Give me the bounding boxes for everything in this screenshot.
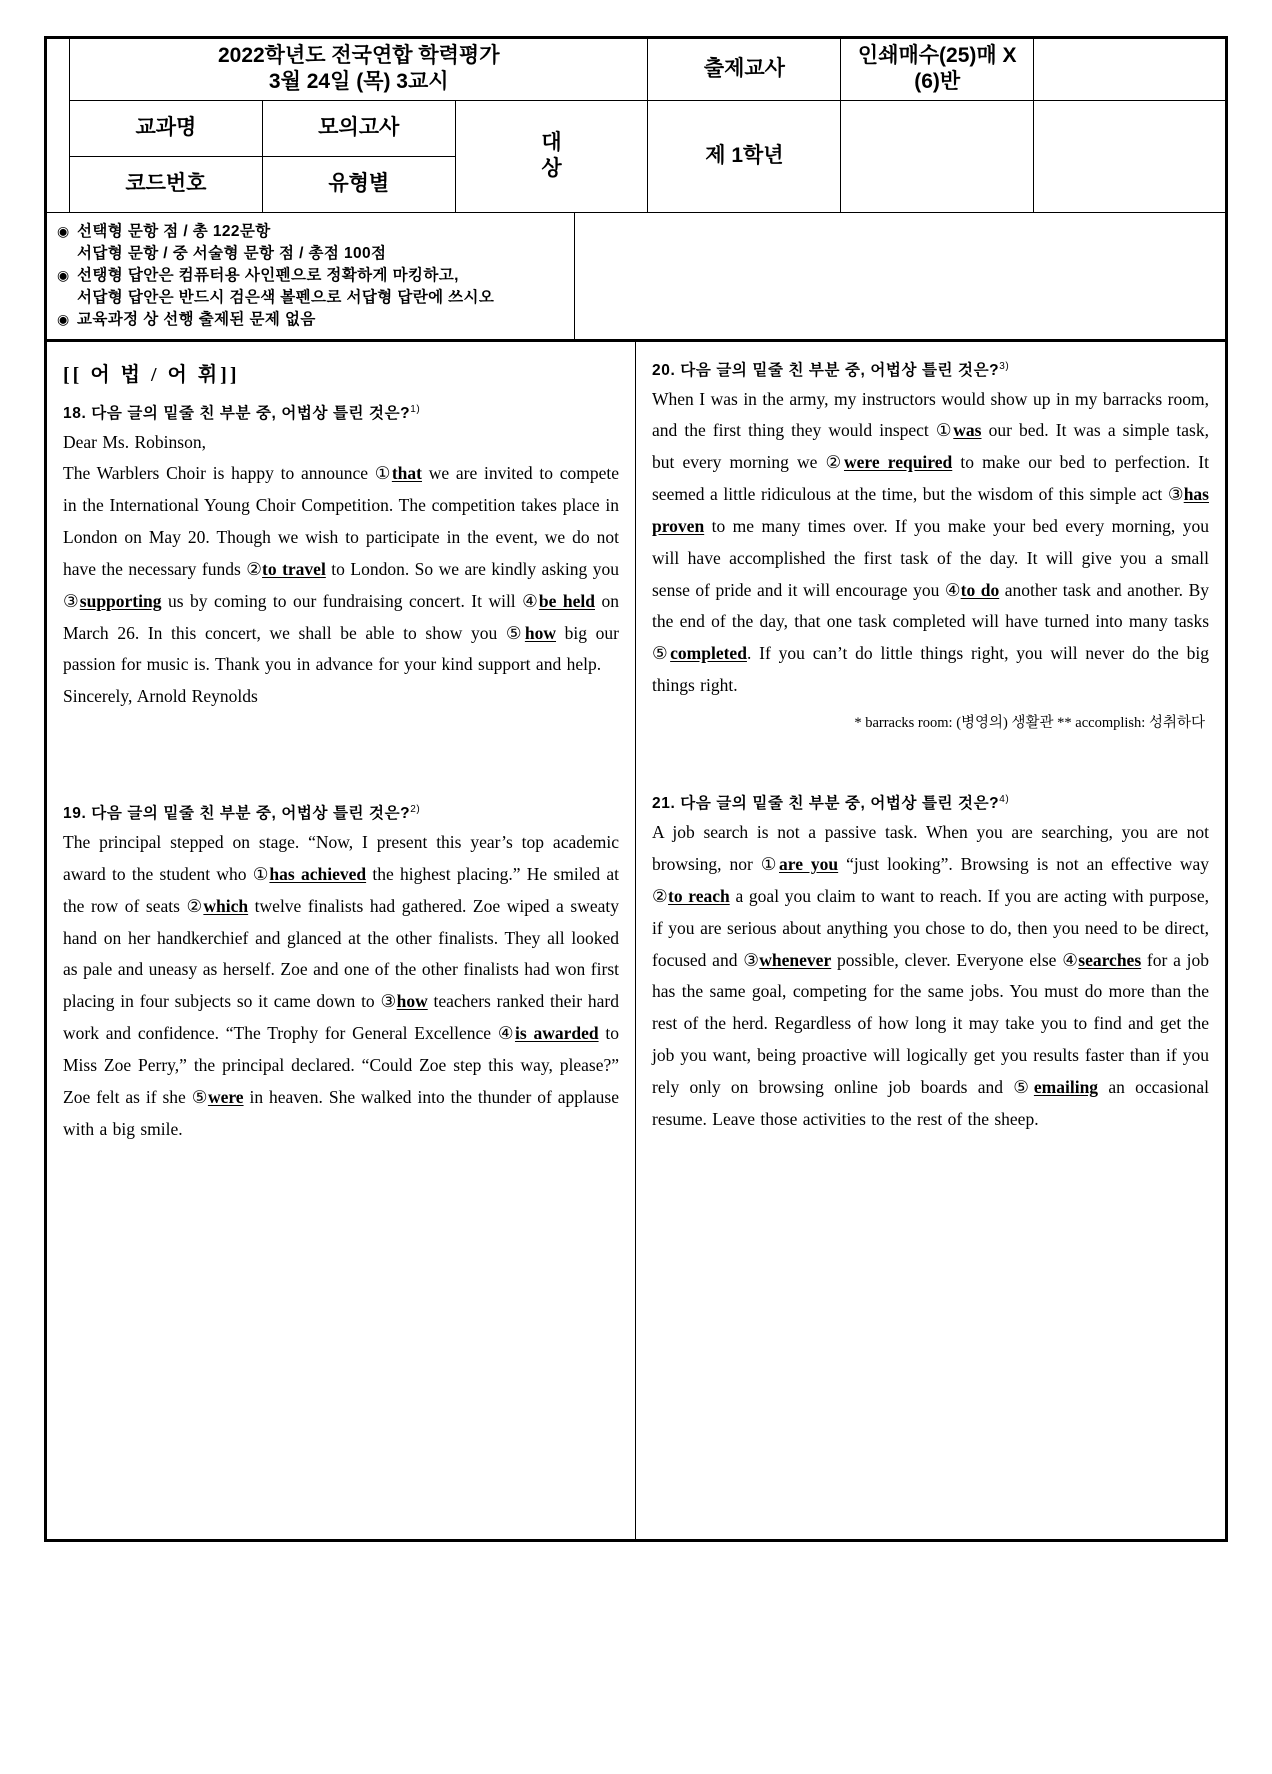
q21-text-d: possible, clever. Everyone else bbox=[831, 949, 1063, 970]
question-21-footnote-marker: 4) bbox=[999, 793, 1010, 805]
q20-text-f: . If you can’t do little things right, you will never do the big things right. bbox=[652, 643, 1209, 696]
question-19-prompt: 다음 글의 밑줄 친 부분 중, 어법상 틀린 것은? bbox=[91, 805, 411, 823]
bullet-icon: ◉ bbox=[57, 310, 70, 327]
q18-choice-3[interactable]: supporting bbox=[79, 590, 162, 611]
q20-choice-4-number: ④ bbox=[944, 579, 961, 600]
q18-text-f: big our passion for music is. Thank you in advance for your kind support and help. bbox=[63, 622, 619, 675]
q19-text-a: The principal stepped on stage. “Now, I present this year’s top academic award to the student who bbox=[63, 832, 619, 884]
exam-title-line2: 3월 24일 (목) 3교시 bbox=[268, 70, 449, 94]
q21-text-e: for a job has the same goal, competing for the same jobs. You must do more than the rest of the herd. Regardless of how long it may take you to find and get the job you want, being proactive will logically get you results faster than if you rely only on browsing online job boards and bbox=[652, 949, 1209, 1097]
instruction-item-2 bbox=[57, 265, 568, 309]
q20-text-a: When I was in the army, my instructors would show up in my barracks room, and the first thing they would inspect bbox=[652, 388, 1209, 441]
q21-text-f: an occasional resume. Leave those activities to the rest of the sheep. bbox=[652, 1076, 1210, 1129]
q19-choice-2[interactable]: which bbox=[203, 895, 249, 916]
instructions-list bbox=[47, 213, 575, 339]
instruction-item-2-sub: 서답형 답안은 반드시 검은색 볼펜으로 서답형 답란에 쓰시오 bbox=[77, 288, 495, 306]
question-18-closing: Sincerely, Arnold Reynolds bbox=[63, 686, 258, 707]
instruction-item-3-main: 교육과정 상 선행 출제된 문제 없음 bbox=[77, 310, 316, 328]
grade-value-cell: 제 1학년 bbox=[648, 100, 841, 212]
q19-choice-3[interactable]: how bbox=[396, 991, 428, 1012]
question-21-heading bbox=[652, 791, 1209, 813]
q20-text-c: to make our bed to perfection. It seemed a little ridiculous at the time, but the wisdom of this simple act bbox=[652, 452, 1209, 505]
q19-choice-5[interactable]: were bbox=[207, 1086, 244, 1107]
q20-choice-3-number: ③ bbox=[1167, 484, 1184, 505]
q20-choice-2-number: ② bbox=[825, 452, 844, 473]
question-18-number: 18. bbox=[63, 404, 87, 422]
q19-choice-1-number: ① bbox=[252, 863, 270, 884]
q18-text-d: us by coming to our fundraising concert. It will bbox=[161, 590, 523, 611]
exam-title-line1: 2022학년도 전국연합 학력평가 bbox=[217, 44, 500, 67]
instruction-item-1 bbox=[57, 221, 568, 265]
q19-choice-2-number: ② bbox=[186, 895, 204, 916]
q19-choice-4[interactable]: is awarded bbox=[514, 1023, 599, 1044]
q18-choice-2-number: ② bbox=[246, 558, 263, 579]
q20-choice-1-number: ① bbox=[935, 420, 954, 441]
q21-choice-3[interactable]: whenever bbox=[759, 949, 832, 970]
question-20-body bbox=[652, 384, 1209, 702]
question-20-spacer bbox=[652, 735, 1209, 791]
q19-text-b: the highest placing.” He smiled at the row of seats bbox=[63, 863, 619, 916]
q18-text-c: to London. So we are kindly asking you bbox=[325, 558, 619, 579]
q20-choice-3[interactable]: has proven bbox=[652, 484, 1209, 536]
question-19-number: 19. bbox=[63, 805, 87, 823]
q21-choice-1-number: ① bbox=[760, 853, 779, 874]
q20-text-b: our bed. It was a simple task, but every morning we bbox=[652, 420, 1209, 473]
instruction-item-1-body bbox=[77, 221, 568, 265]
q18-choice-3-number: ③ bbox=[63, 590, 80, 611]
questions-body bbox=[44, 342, 1228, 1542]
q19-choice-1[interactable]: has achieved bbox=[269, 863, 367, 884]
question-18-salutation: Dear Ms. Robinson, bbox=[63, 431, 206, 452]
question-21-prompt: 다음 글의 밑줄 친 부분 중, 어법상 틀린 것은? bbox=[680, 795, 1000, 813]
question-20-number: 20. bbox=[652, 361, 676, 379]
exam-title-cell bbox=[70, 38, 648, 101]
q18-choice-1-number: ① bbox=[374, 463, 392, 484]
q21-choice-4-number: ④ bbox=[1062, 949, 1079, 970]
print-count-value-cell[interactable] bbox=[1034, 100, 1227, 212]
instruction-item-3 bbox=[57, 309, 568, 331]
q20-choice-5-number: ⑤ bbox=[652, 643, 671, 664]
q18-choice-1[interactable]: that bbox=[391, 463, 422, 484]
question-18-paragraph bbox=[63, 458, 619, 681]
q21-choice-2-number: ② bbox=[652, 885, 669, 906]
q18-choice-4[interactable]: be held bbox=[538, 590, 595, 611]
target-label-cell bbox=[455, 100, 648, 212]
question-19-body bbox=[63, 827, 619, 1145]
q20-text-d: to me many times over. If you make your bed every morning, you will have accomplished the first task of the day. It will give you a small sense of pride and it will encourage you bbox=[652, 515, 1209, 600]
q19-text-c: twelve finalists had gathered. Zoe wiped a sweaty hand on her handkerchief and glanced at the other finalists. They all looked as pale and uneasy as herself. Zoe and one of the other finalists had won first placing in four subjects so it came down to bbox=[63, 895, 619, 1012]
code-label-cell: 코드번호 bbox=[70, 156, 263, 212]
question-19-paragraph bbox=[63, 827, 619, 1145]
q19-text-f: in heaven. She walked into the thunder of applause with a big smile. bbox=[63, 1086, 619, 1139]
question-20-gloss: * barracks room: (병영의) 생활관 ** accomplish: 성취하다 bbox=[854, 714, 1205, 731]
q21-text-a: A job search is not a passive task. When you are searching, you are not browsing, nor bbox=[652, 822, 1209, 874]
question-19-footnote-marker: 2) bbox=[410, 803, 421, 815]
q18-choice-5[interactable]: how bbox=[524, 622, 557, 643]
question-18-body bbox=[63, 427, 619, 714]
question-20-heading bbox=[652, 358, 1209, 380]
instruction-item-2-main: 선탱형 답안은 컴퓨터용 사인펜으로 정확하게 마킹하고, bbox=[77, 266, 459, 284]
exam-instructions-block bbox=[44, 213, 1228, 342]
q19-text-d: teachers ranked their hard work and confidence. “The Trophy for General Excellence bbox=[63, 991, 619, 1044]
teacher-header-cell: 출제교사 bbox=[648, 38, 841, 101]
subject-value-cell: 모의고사 bbox=[262, 100, 455, 156]
bullet-icon: ◉ bbox=[57, 266, 70, 283]
q21-choice-2[interactable]: to reach bbox=[668, 885, 730, 906]
question-21-number: 21. bbox=[652, 795, 676, 813]
q21-choice-3-number: ③ bbox=[743, 949, 760, 970]
instructions-right-blank bbox=[575, 213, 1225, 339]
header-left-spacer bbox=[46, 38, 70, 213]
q20-choice-4[interactable]: to do bbox=[960, 579, 1000, 600]
q19-text-e: to Miss Zoe Perry,” the principal declared. “Could Zoe step this way, please?” Zoe felt as if she bbox=[63, 1023, 619, 1107]
q18-text-a: The Warblers Choir is happy to announce bbox=[63, 463, 375, 484]
q18-choice-5-number: ⑤ bbox=[505, 622, 525, 643]
instruction-item-3-body bbox=[77, 309, 568, 331]
question-21-paragraph bbox=[652, 817, 1209, 1135]
q19-choice-5-number: ⑤ bbox=[191, 1086, 208, 1107]
q21-choice-4[interactable]: searches bbox=[1078, 949, 1142, 970]
q19-choice-3-number: ③ bbox=[380, 991, 397, 1012]
q21-choice-1[interactable]: are you bbox=[779, 853, 839, 874]
bullet-icon: ◉ bbox=[57, 222, 70, 239]
instruction-item-1-main: 선택형 문항 점 / 총 122문항 bbox=[77, 222, 271, 240]
question-21-body bbox=[652, 817, 1209, 1135]
instruction-item-1-sub: 서답형 문항 / 중 서술형 문항 점 / 총점 100점 bbox=[77, 244, 387, 262]
question-18-heading bbox=[63, 401, 619, 423]
q20-choice-2[interactable]: were required bbox=[843, 452, 953, 473]
q18-text-e: on March 26. In this concert, we shall be able to show you bbox=[63, 590, 619, 643]
q21-text-b: “just looking”. Browsing is not an effective way bbox=[838, 853, 1210, 874]
question-19-heading bbox=[63, 801, 619, 823]
q21-choice-5[interactable]: emailing bbox=[1033, 1076, 1099, 1097]
q19-choice-4-number: ④ bbox=[497, 1023, 515, 1044]
section-title: [[ 어 법 / 어 휘]] bbox=[63, 363, 240, 386]
subject-label-cell: 교과명 bbox=[70, 100, 263, 156]
q21-choice-5-number: ⑤ bbox=[1013, 1076, 1034, 1097]
instruction-item-2-body bbox=[77, 265, 568, 309]
question-18-footnote-marker: 1) bbox=[410, 403, 421, 415]
q20-choice-5[interactable]: completed bbox=[670, 643, 747, 664]
q20-choice-1[interactable]: was bbox=[953, 420, 982, 441]
question-18-spacer bbox=[63, 713, 619, 801]
q21-text-c: a goal you claim to want to reach. If you are acting with purpose, if you are serious about anything you chose to do, then you need to be direct, focused and bbox=[652, 885, 1209, 970]
question-column-left bbox=[47, 342, 636, 1539]
question-20-prompt: 다음 글의 밑줄 친 부분 중, 어법상 틀린 것은? bbox=[680, 361, 1000, 379]
q18-choice-2[interactable]: to travel bbox=[262, 558, 326, 579]
exam-header-table bbox=[44, 36, 1228, 213]
teacher-value-cell[interactable] bbox=[841, 100, 1034, 212]
question-18-prompt: 다음 글의 밑줄 친 부분 중, 어법상 틀린 것은? bbox=[91, 404, 411, 422]
question-20-footnote-marker: 3) bbox=[999, 360, 1010, 372]
question-column-right bbox=[636, 342, 1225, 1539]
q18-choice-4-number: ④ bbox=[522, 590, 539, 611]
q18-text-b: we are invited to compete in the International Young Choir Competition. The competition takes place in London on May 20. Though we wish to participate in the event, we do not have the necessary funds bbox=[63, 463, 619, 579]
target-label-char2: 상 bbox=[541, 157, 562, 180]
type-value-cell: 유형별 bbox=[262, 156, 455, 212]
target-label-char1: 대 bbox=[541, 130, 562, 154]
question-20-paragraph bbox=[652, 384, 1209, 702]
q20-text-e: another task and another. By the end of the day, that one task completed will have turned into many tasks bbox=[652, 579, 1209, 632]
print-count-header-cell: 인쇄매수(25)매 X (6)반 bbox=[841, 38, 1034, 101]
